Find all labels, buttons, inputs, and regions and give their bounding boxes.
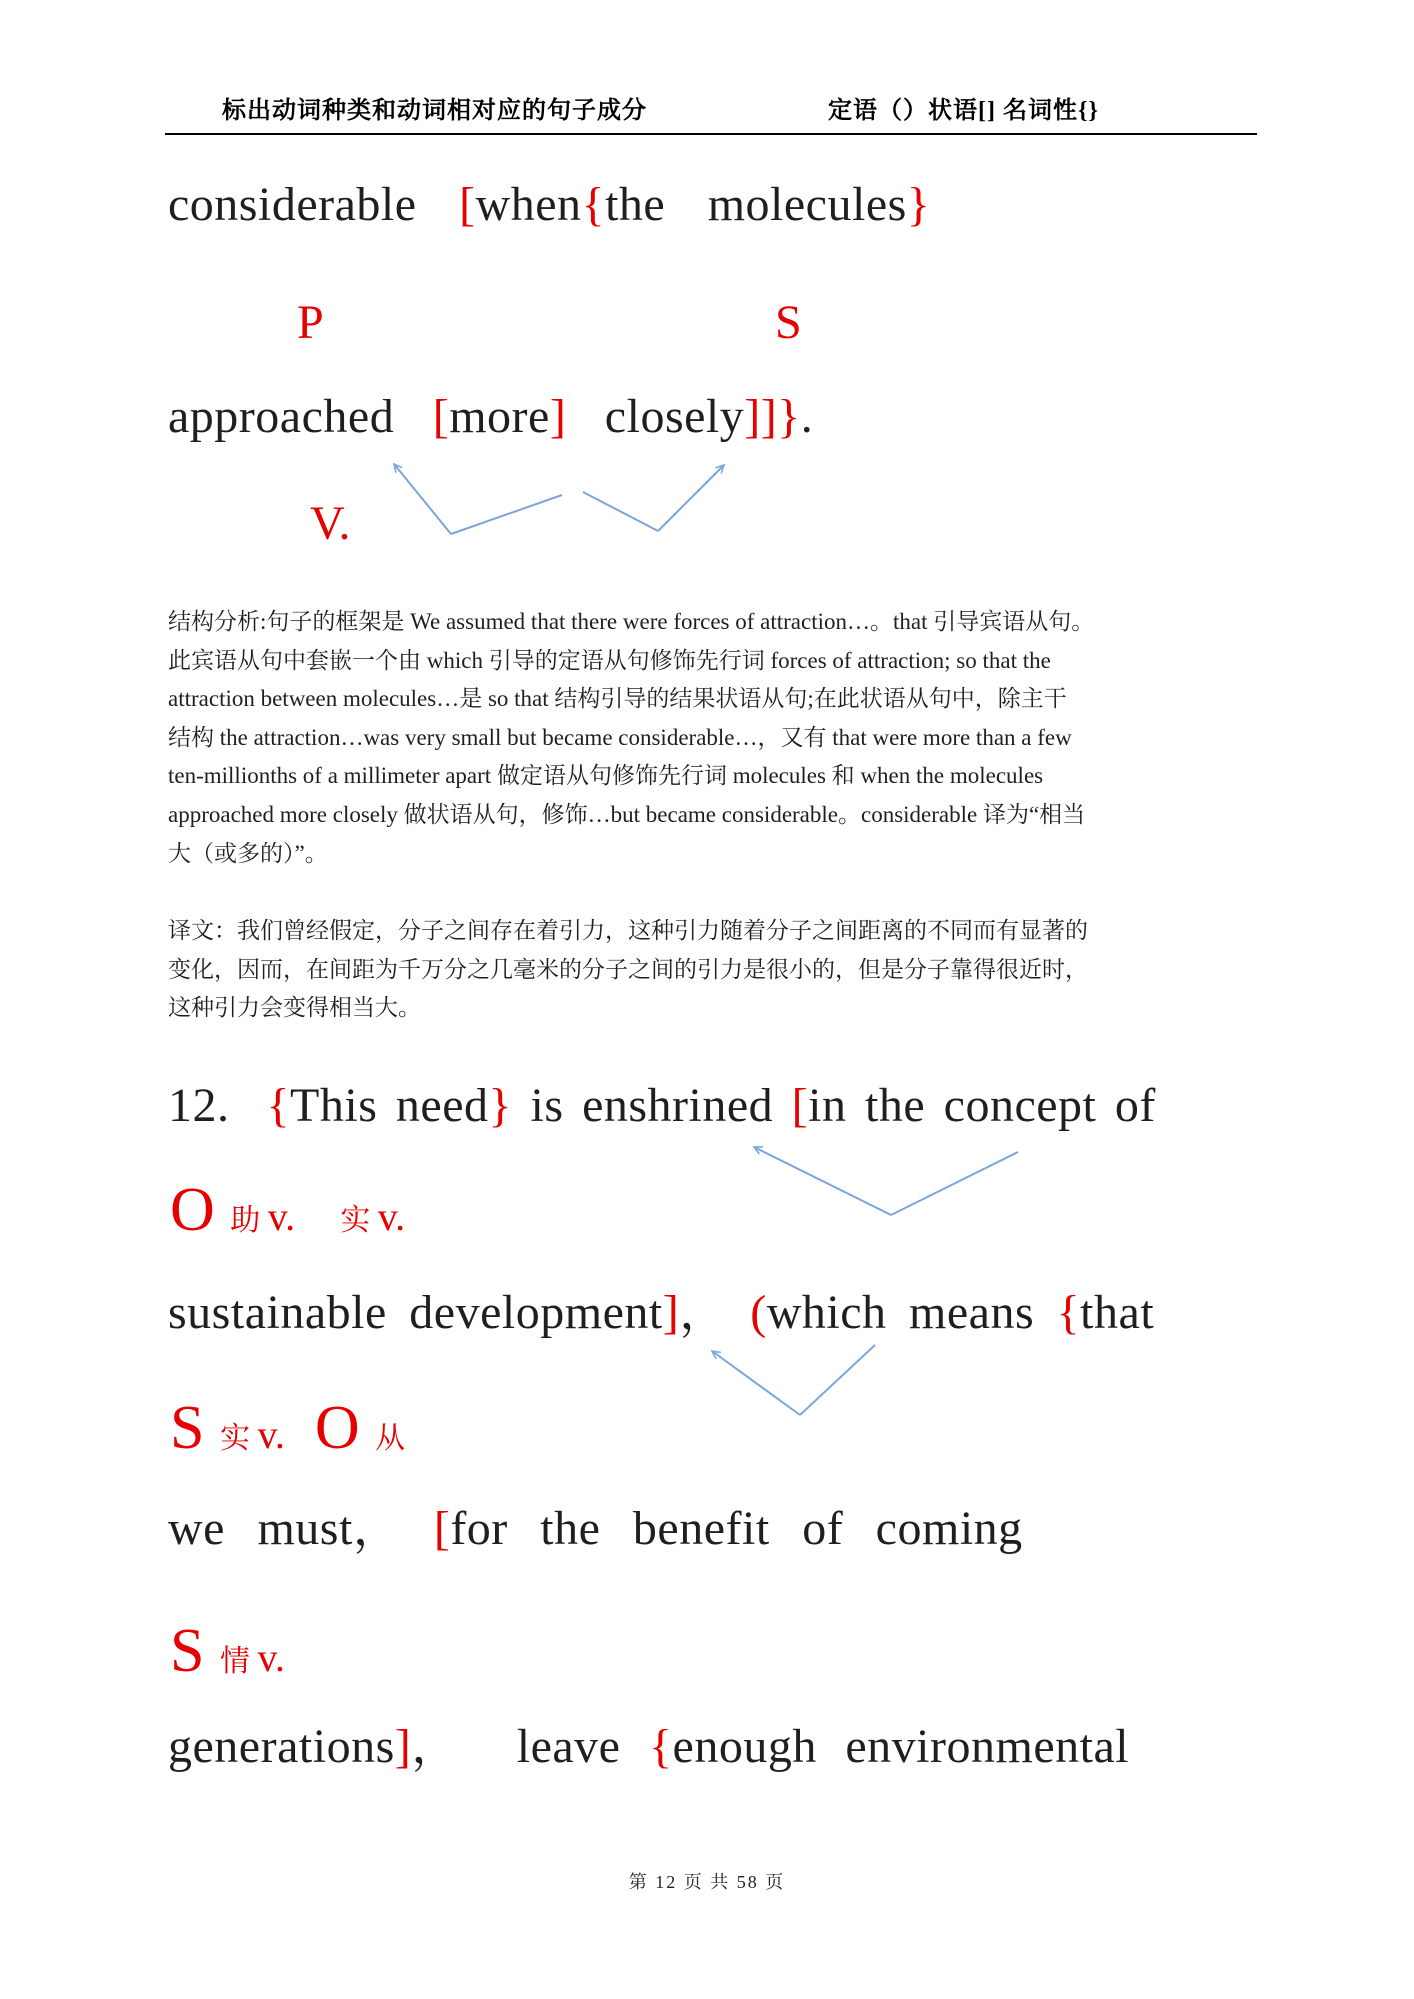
paragraph-line: ten-millionths of a millimeter apart 做定语从句修饰先行词 molecules 和 when the molecules xyxy=(168,763,1044,789)
text-segment: { xyxy=(649,1720,673,1773)
arrow-stub-concept xyxy=(891,1152,1018,1215)
text-segment xyxy=(285,1422,315,1455)
text-segment: 12. xyxy=(168,1079,267,1132)
text-segment: for the benefit of coming xyxy=(450,1502,1023,1555)
text-segment: O xyxy=(170,1176,231,1244)
text-segment: } xyxy=(906,178,931,231)
sentence-line-generations xyxy=(168,1718,1129,1776)
text-segment: v. xyxy=(377,1194,406,1239)
grammar-label-p: P xyxy=(297,296,324,349)
text-segment: in the concept of xyxy=(808,1079,1156,1132)
arrow-to-approached xyxy=(394,464,451,534)
text-segment: generations xyxy=(168,1720,395,1773)
paragraph-line: attraction between molecules…是 so that 结构引导的结果状语从句;在此状语从句中，除主干 xyxy=(168,686,1067,712)
text-segment: enough environmental xyxy=(672,1720,1130,1773)
text-segment: [ xyxy=(433,1502,451,1555)
text-segment: ] xyxy=(549,390,567,443)
page-number: 第 12 页 共 58 页 xyxy=(628,1872,786,1892)
text-segment: This need xyxy=(290,1079,489,1132)
grammar-label-row-o xyxy=(170,1175,405,1246)
text-segment: that xyxy=(1080,1286,1155,1339)
arrow-to-closely xyxy=(658,465,724,531)
text-segment: 实 xyxy=(219,1422,258,1455)
text-segment: v. xyxy=(257,1635,285,1680)
text-segment: ]]} xyxy=(744,390,801,443)
text-segment: ， xyxy=(679,1286,751,1339)
arrow-stub-closely xyxy=(583,492,658,531)
text-segment: sustainable development xyxy=(168,1286,663,1339)
grammar-label-s: S xyxy=(775,296,802,349)
text-segment: S xyxy=(170,1617,220,1685)
text-segment: when xyxy=(475,178,582,231)
paragraph-line: 此宾语从句中套嵌一个由 which 引导的定语从句修饰先行词 forces of attraction; so that the xyxy=(168,647,1051,673)
arrow-to-development xyxy=(712,1351,800,1415)
grammar-label-v: V. xyxy=(310,497,351,550)
text-segment: is enshrined xyxy=(512,1079,792,1132)
text-segment: ， leave xyxy=(411,1720,649,1773)
text-segment: O xyxy=(314,1394,376,1462)
text-segment: v. xyxy=(267,1194,296,1239)
sentence-line-considerable xyxy=(168,176,930,234)
text-segment: 助 xyxy=(230,1204,268,1237)
paragraph-line: 译文：我们曾经假定，分子之间存在着引力，这种引力随着分子之间距离的不同而有显著的 xyxy=(168,918,1088,943)
grammar-label-row-s1 xyxy=(170,1393,405,1464)
text-segment: we must， xyxy=(168,1502,434,1555)
paragraph-line: 结构 the attraction…was very small but became considerable…，又有 that were more than a few xyxy=(168,724,1072,750)
text-segment: [ xyxy=(432,390,450,443)
text-segment: 实 xyxy=(340,1204,378,1237)
text-segment: 情 xyxy=(219,1645,258,1678)
text-segment: ( xyxy=(750,1286,767,1339)
text-segment: which means xyxy=(766,1286,1057,1339)
text-segment: [ xyxy=(459,178,476,231)
translation-paragraph xyxy=(168,912,1253,1028)
text-segment: the molecules xyxy=(605,178,907,231)
text-segment: closely xyxy=(566,390,745,443)
text-segment: [ xyxy=(791,1079,809,1132)
paragraph-line: 变化，因而，在间距为千万分之几毫米的分子之间的引力是很小的，但是分子靠得很近时， xyxy=(168,956,1088,982)
text-segment: more xyxy=(449,390,550,443)
text-segment: ] xyxy=(394,1720,412,1773)
header-title: 标出动词种类和动词相对应的句子成分 xyxy=(222,98,647,124)
text-segment xyxy=(295,1204,340,1237)
header-divider xyxy=(165,133,1257,135)
arrow-stub-which xyxy=(800,1345,875,1415)
sentence-line-sustainable xyxy=(168,1284,1154,1342)
grammar-label-row-s2 xyxy=(170,1616,285,1687)
paragraph-line: 大（或多的）”。 xyxy=(168,840,328,866)
paragraph-line: 这种引力会变得相当大。 xyxy=(168,995,421,1021)
text-segment: S xyxy=(170,1394,220,1462)
text-segment: . xyxy=(800,390,814,443)
text-segment: { xyxy=(1056,1286,1081,1339)
arrow-to-enshrined xyxy=(754,1147,891,1215)
text-segment: approached xyxy=(168,390,433,443)
text-segment: v. xyxy=(257,1412,285,1457)
paragraph-line: approached more closely 做状语从句，修饰…but became considerable。considerable 译为“相当 xyxy=(168,801,1086,827)
sentence-line-approached xyxy=(168,388,813,446)
text-segment: considerable xyxy=(168,178,460,231)
text-segment: { xyxy=(266,1079,291,1132)
paragraph-line: 结构分析:句子的框架是 We assumed that there were forces of attraction…。that 引导宾语从句。 xyxy=(168,609,1095,634)
sentence-line-12 xyxy=(168,1077,1156,1135)
header-legend: 定语（）状语[] 名词性{} xyxy=(828,98,1099,124)
text-segment: } xyxy=(488,1079,513,1132)
structure-analysis-paragraph xyxy=(168,603,1253,873)
text-segment: { xyxy=(581,178,606,231)
arrow-stub-more xyxy=(451,495,562,534)
text-segment: 从 xyxy=(375,1422,406,1455)
text-segment: ] xyxy=(662,1286,680,1339)
sentence-line-we-must xyxy=(168,1500,1023,1558)
